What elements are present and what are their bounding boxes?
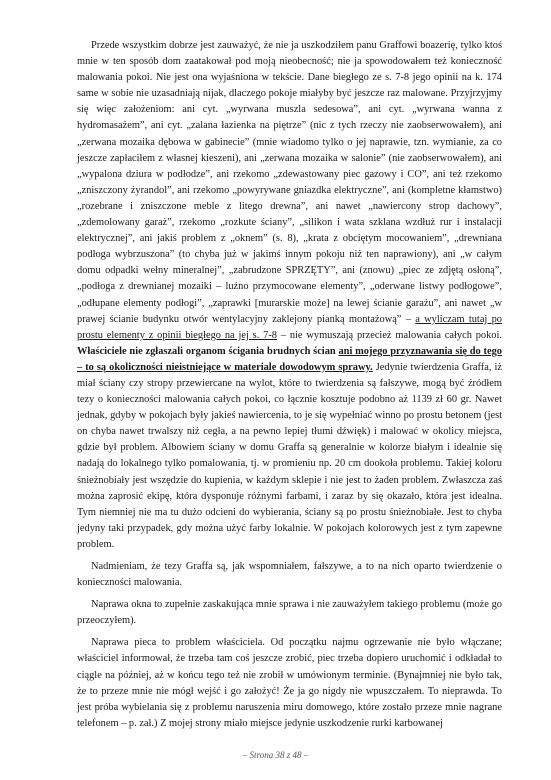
paragraph	[77, 559, 502, 591]
text-segment: Właściciele nie zgłaszali organom ścigania brudnych ścian	[77, 345, 339, 357]
paragraph	[77, 597, 502, 629]
text-segment: Naprawa pieca to problem właściciela. Od początku najmu ogrzewanie nie było włączane; właściciel informował, że trzeba tam coś jeszcze zrobić, piec trzeba dopiero uruchomić i odkładał to ciągle na później, aż w końcu tego też nie zrobił w umówionym terminie. (Bynajmniej nie było tak, że to przeze mnie nie mógł wejść i go założyć! Że ja go nigdy nie wpuszczałem. To nieprawda. To jest próba wybielania się z problemu naruszenia miru domowego, które zostało przeze mnie nagrane telefonem – p. zał.) Z mojej strony miało miejsce jedynie uszkodzenie rurki karbowanej	[77, 637, 502, 729]
text-segment: Naprawa okna to zupełnie zaskakująca mnie sprawa i nie zauważyłem takiego problemu (może go przeoczyłem).	[77, 599, 502, 627]
text-segment: a wyliczam tutaj po prostu elementy z opinii biegłego na jej s. 7-8	[77, 313, 503, 341]
text-segment: Przede wszystkim dobrze jest zauważyć, że nie ja uszkodziłem panu Graffowi boazerię, tylko ktoś mnie w ten sposób dom zaatakował pod moją nieobecność; nie ja spowodowałem też konieczność malowania pokoi. Nie jest ona wyjaśniona w tekście. Dane biegłego ze s. 7-8 jego opinii na k. 174 same w sobie nie uzasadniają nijak, dlaczego pokoje miałyby być jeszcze raz malowane. Przyjrzyjmy się więc założeniom: ani cyt. „wyrwana muszla sedesowa”, ani cyt. „wyrwana wanna z hydromasażem”, ani cyt. „zalana łazienka na piętrze” (nic z tych rzeczy nie zaobserwowałem), ani „zerwana mozaika dębowa w gabinecie” (mnie wiadomo tylko o jej naprawie, tzn. wymianie, za co jeszcze zapłaciłem z własnej kieszeni), ani „zerwana mozaika w salonie” (nie zaobserwowałem), ani „wypalona dziura w podłodze”, ani rzekomo „zdewastowany piec gazowy i CO”, ani też rzekomo „zniszczony żyrandol”, ani rzekomo „powyrywane gniazdka elektryczne”, ani (kompletne kłamstwo) „rozebrane i zniszczone meble z litego drewna”, ani nawet „nawiercony strop dachowy”, „zdemolowany garaż”, rzekomo „rozkute ściany”, „silikon i wata szklana wzdłuż rur i instalacji elektrycznej”, ani jakiś problem z „oknem” (s. 8), „krata z obciętym mocowaniem”, „drewniana podłoga wybrzuszona” (to chyba już w jakimś innym pokoju niż ten naprawiony), ani „w całym domu odpadki wełny mineralnej”, „zabrudzone SPRZĘTY”, ani (znowu) „piec ze zdjętą osłoną”, „podłoga z drewnianej mozaiki – luźno przymocowane elementy”, „oderwane listwy podłogowe”, „odłupane elementy podłogi”, „zaprawki [murarskie może] na lewej ścianie garażu”, ani nawet „w prawej ścianie budynku otwór wentylacyjny zaklejony pianką montażową” –	[77, 40, 502, 325]
paragraph	[77, 635, 502, 732]
paragraph	[77, 38, 502, 553]
text-segment: Nadmieniam, że tezy Graffa są, jak wspomniałem, fałszywe, a to na nich oparto twierdzenie o konieczności malowania.	[77, 561, 502, 589]
document-body	[77, 38, 502, 738]
page-footer: – Strona 38 z 48 –	[242, 750, 309, 760]
text-segment: – nie wymuszają przecież malowania całych pokoi.	[277, 329, 502, 341]
text-segment: Jedynie twierdzenia Graffa, iż miał ściany czy stropy przewiercane na wylot, które to twierdzenia są fałszywe, mogą być źródłem tezy o konieczności malowania całych pokoi, co łącznie kosztuje podobno aż 1139 zł 60 gr. Nawet jednak, gdyby w pokojach były jakieś nawiercenia, to je się wypełniać winno po prostu betonem (jest on chyba nawet trwalszy niż cegła, a na pewno lepiej tłumi dźwięk) i malować w okolicy miejsca, gdzie był problem. Albowiem ściany w domu Graffa są generalnie w kolorze białym i idealnie się nadają do lokalnego tylko pomalowania, tj. w promieniu np. 20 cm dookoła problemu. Takiej koloru śnieżnobiały jest wszędzie do kupienia, w każdym sklepie i nie jest to żaden problem. Zwłaszcza zaś można zaprosić ekipę, która dysponuje różnymi farbami, i zaraz by się okazało, która jest idealna. Tym niemniej nie ma tu dużo odcieni do wybierania, ściany są po prostu śnieżnobiałe. Jest to chyba jedyny taki przypadek, gdy można użyć farby lokalnie. W pokojach kolorowych jest z tym zapewne problem.	[77, 361, 502, 550]
text-segment: ani mojego przyznawania się do tego – to są okoliczności nieistniejące w materiale dowodowym sprawy.	[77, 345, 502, 373]
